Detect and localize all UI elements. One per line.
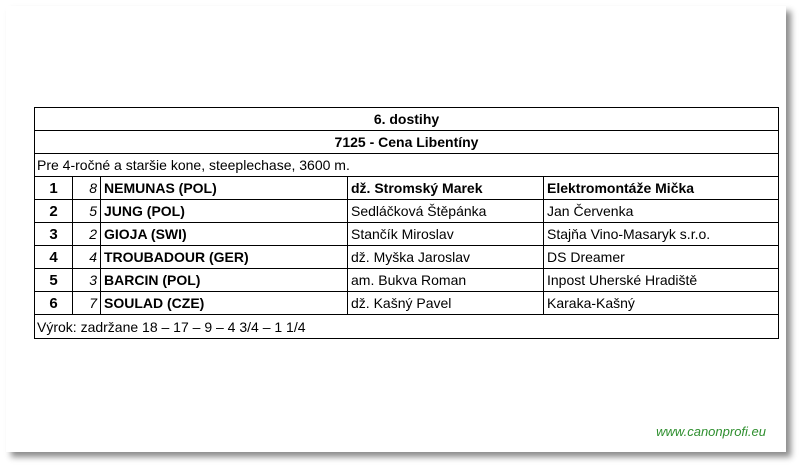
owner-cell: DS Dreamer [547, 249, 625, 265]
place-cell: 3 [35, 223, 73, 245]
number-cell: 8 [73, 177, 101, 199]
table-row [35, 246, 778, 269]
race-title: 6. dostihy [373, 111, 440, 127]
table-row [35, 177, 778, 200]
horse-cell: BARCIN (POL) [101, 269, 348, 291]
owner-cell: Jan Červenka [547, 203, 634, 219]
owner-cell: Elektromontáže Mička [547, 180, 695, 196]
horse-cell: NEMUNAS (POL) [101, 177, 348, 199]
number-cell: 4 [73, 246, 101, 268]
place-cell: 6 [35, 292, 73, 314]
watermark: www.canonprofi.eu [656, 424, 766, 439]
number-cell: 3 [73, 269, 101, 291]
margins-row [35, 315, 778, 338]
race-conditions-row [35, 154, 778, 177]
rider-cell: Sedláčková Štěpánka [348, 200, 544, 222]
rider-cell: dž. Stromský Marek [348, 177, 544, 199]
place-cell: 5 [35, 269, 73, 291]
rider-cell: dž. Kašný Pavel [348, 292, 544, 314]
table-row [35, 269, 778, 292]
owner-cell: Inpost Uherské Hradiště [547, 272, 698, 288]
place-cell: 1 [35, 177, 73, 199]
horse-cell: JUNG (POL) [101, 200, 348, 222]
table-row [35, 200, 778, 223]
rider-cell: am. Bukva Roman [348, 269, 544, 291]
number-cell: 2 [73, 223, 101, 245]
race-name-row [35, 131, 778, 154]
rider-cell: dž. Myška Jaroslav [348, 246, 544, 268]
photo-frame [6, 6, 786, 452]
owner-cell: Stajňa Vino-Masaryk s.r.o. [547, 226, 711, 242]
rider-cell: Stančík Miroslav [348, 223, 544, 245]
race-title-row [35, 108, 778, 131]
margins-text: Výrok: zadržane 18 – 17 – 9 – 4 3/4 – 1 1/4 [37, 318, 306, 335]
table-row [35, 292, 778, 315]
horse-cell: GIOJA (SWI) [101, 223, 348, 245]
horse-cell: SOULAD (CZE) [101, 292, 348, 314]
number-cell: 7 [73, 292, 101, 314]
number-cell: 5 [73, 200, 101, 222]
place-cell: 2 [35, 200, 73, 222]
owner-cell: Karaka-Kašný [547, 295, 635, 311]
race-name: 7125 - Cena Libentíny [334, 134, 479, 150]
race-results-table [34, 107, 779, 339]
race-conditions: Pre 4-ročné a staršie kone, steeplechase, 3600 m. [37, 157, 350, 173]
horse-cell: TROUBADOUR (GER) [101, 246, 348, 268]
place-cell: 4 [35, 246, 73, 268]
table-row [35, 223, 778, 246]
